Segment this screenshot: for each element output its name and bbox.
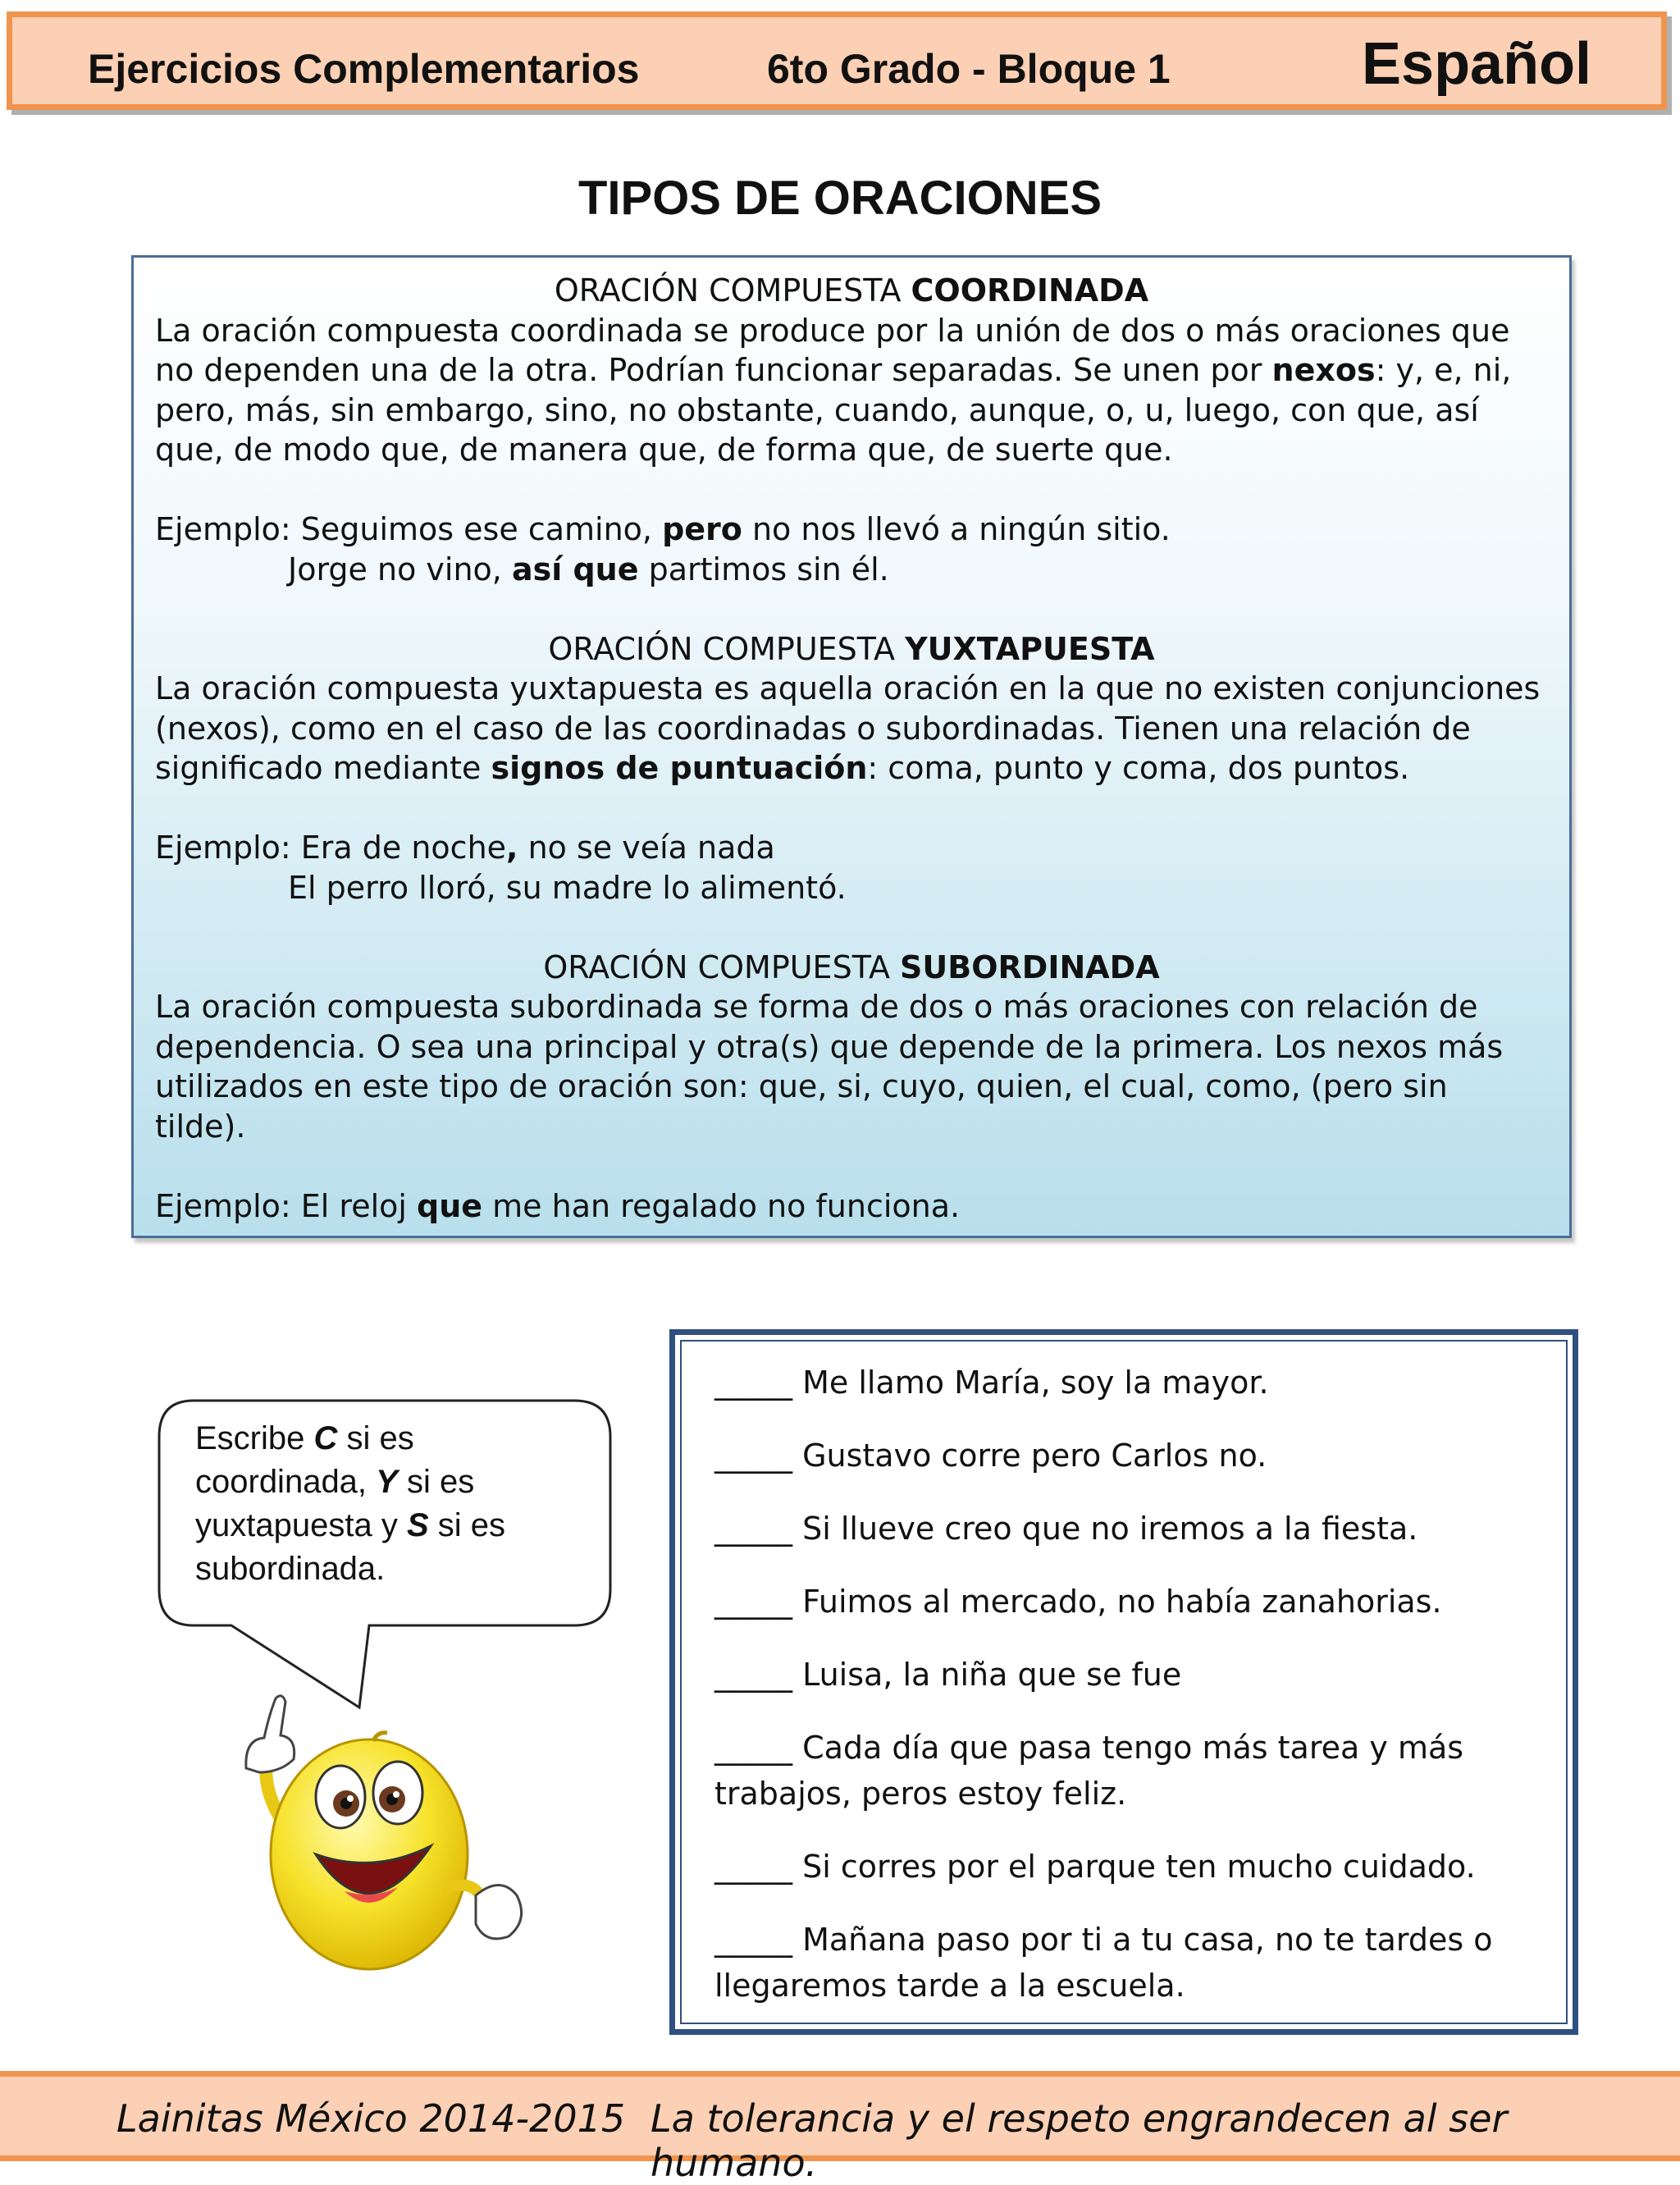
answer-blank[interactable]: _____ [714, 1730, 792, 1766]
exercise-item: _____ Luisa, la niña que se fue [714, 1657, 1182, 1693]
page-title: TIPOS DE ORACIONES [578, 171, 1102, 225]
answer-blank[interactable]: _____ [714, 1849, 792, 1885]
exercise-item: _____ Si corres por el parque ten mucho cuidado. [714, 1849, 1476, 1885]
footer-credit: Lainitas México 2014-2015 [116, 2096, 626, 2141]
page-header [7, 11, 1667, 110]
header-subject: Español [1362, 31, 1592, 97]
footer-motto: La tolerancia y el respeto engrandecen al ser humano. [651, 2096, 1508, 2185]
exercise-list [680, 1340, 1568, 2024]
subordinada-heading: ORACIÓN COMPUESTA SUBORDINADA [543, 949, 1160, 985]
exercise-item: _____ Mañana paso por ti a tu casa, no te tardes o llegaremos tarde a la escuela. [714, 1922, 1493, 2004]
header-grade-block: 6to Grado - Bloque 1 [767, 46, 1171, 92]
speech-bubble [158, 1399, 617, 1711]
header-series-title: Ejercicios Complementarios [88, 46, 640, 92]
theory-box [131, 255, 1572, 1238]
answer-blank[interactable]: _____ [714, 1922, 792, 1958]
exercise-item: _____ Cada día que pasa tengo más tarea y más trabajos, peros estoy feliz. [714, 1730, 1464, 1812]
yuxtapuesta-example-2: El perro lloró, su madre lo alimentó. [288, 869, 847, 906]
lemon-mascot-illustration [230, 1690, 533, 1986]
instruction-text: Escribe C si es coordinada, Y si es yuxtapuesta y S si es subordinada. [195, 1420, 505, 1587]
coordinada-heading: ORACIÓN COMPUESTA COORDINADA [554, 272, 1149, 309]
exercise-item: _____ Me llamo María, soy la mayor. [714, 1364, 1269, 1401]
answer-blank[interactable]: _____ [714, 1584, 792, 1620]
answer-blank[interactable]: _____ [714, 1364, 792, 1401]
answer-blank[interactable]: _____ [714, 1438, 792, 1474]
answer-blank[interactable]: _____ [714, 1657, 792, 1693]
subordinada-example: Ejemplo: El reloj que me han regalado no funciona. [155, 1187, 961, 1224]
subordinada-text: La oración compuesta subordinada se forma de dos o más oraciones con relación de dependencia. O sea una principal y otra(s) que depende de la primera. Los nexos más utilizados en este tipo de oración son: que, si, cuyo, quien, el cual, como, (pero sin tilde). [155, 989, 1504, 1145]
exercise-item: _____ Fuimos al mercado, no había zanahorias. [714, 1584, 1442, 1620]
exercise-box [669, 1329, 1578, 2035]
coordinada-example-1: Ejemplo: Seguimos ese camino, pero no nos llevó a ningún sitio. [155, 511, 1171, 547]
yuxtapuesta-text: La oración compuesta yuxtapuesta es aquella oración en la que no existen conjunciones (nexos), como en el caso de las coordinadas o subordinadas. Tienen una relación de significado mediante signos de puntuación: coma, punto y coma, dos puntos. [155, 670, 1541, 786]
page-footer [0, 2071, 1680, 2185]
answer-blank[interactable]: _____ [714, 1511, 792, 1547]
coordinada-text: La oración compuesta coordinada se produce por la unión de dos o más oraciones que no dependen una de la otra. Podrían funcionar separadas. Se unen por nexos: y, e, ni, pero, más, sin embargo, sino, no obstante, cuando, aunque, o, u, luego, con que, así que, de modo que, de manera que, de forma que, de suerte que. [155, 312, 1512, 468]
yuxtapuesta-heading: ORACIÓN COMPUESTA YUXTAPUESTA [548, 630, 1155, 667]
coordinada-example-2: Jorge no vino, así que partimos sin él. [288, 551, 889, 587]
exercise-item: _____ Si llueve creo que no iremos a la fiesta. [714, 1511, 1418, 1547]
exercise-item: _____ Gustavo corre pero Carlos no. [714, 1438, 1267, 1474]
yuxtapuesta-example-1: Ejemplo: Era de noche, no se veía nada [155, 830, 775, 866]
